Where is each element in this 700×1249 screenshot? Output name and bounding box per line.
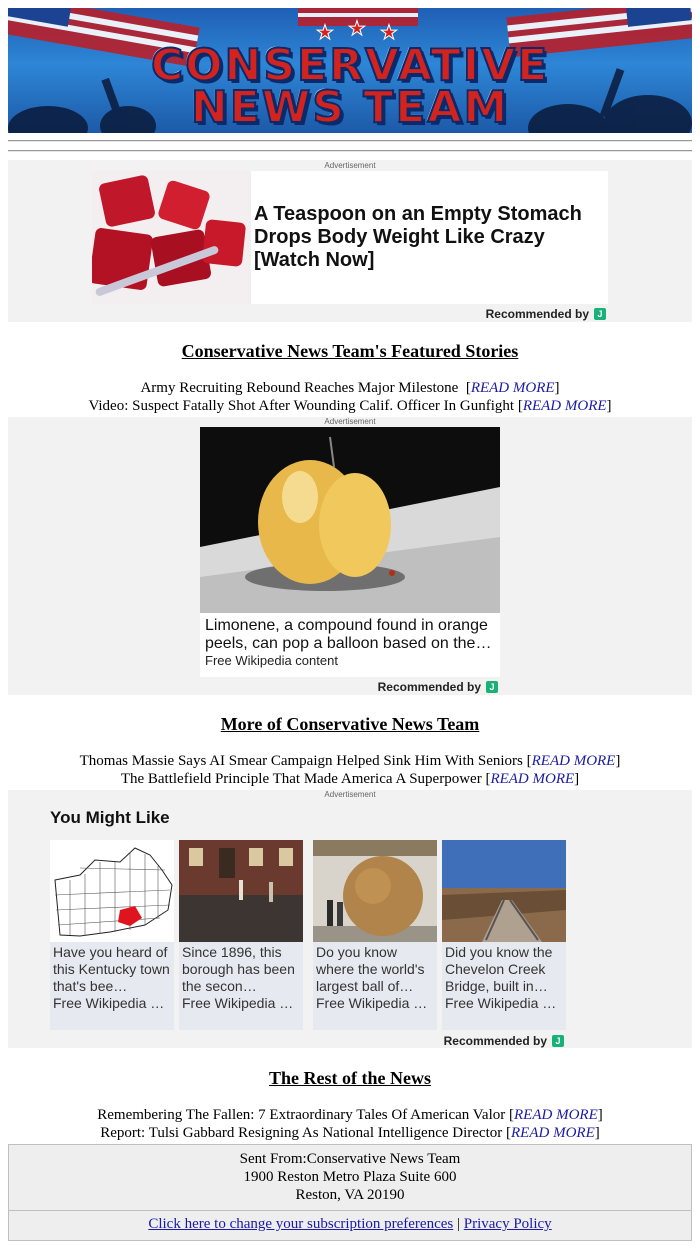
card-source: Free Wikipedia c…: [316, 995, 434, 1011]
story-item: The Battlefield Principle That Made America A Superpower [READ MORE]: [120, 771, 580, 787]
ad-card[interactable]: [92, 171, 608, 304]
story-item: Remembering The Fallen: 7 Extraordinary Tales Of American Valor [READ MORE]: [97, 1107, 603, 1123]
recommendation-card[interactable]: [313, 840, 437, 1030]
ad-source: Free Wikipedia content: [205, 653, 338, 668]
provider-logo-icon: J: [594, 308, 606, 320]
card-text: Did you know the Chevelon Creek Bridge, built in…: [445, 944, 553, 994]
footer-links: [8, 1210, 692, 1241]
card-image-street: [179, 840, 303, 942]
recommendation-card[interactable]: [442, 840, 566, 1030]
recommended-label: Recommended by: [443, 1034, 547, 1048]
ad-block-2: [8, 417, 692, 695]
section-title-more: More of Conservative News Team: [220, 714, 480, 734]
recommended-label: Recommended by: [485, 307, 589, 321]
card-image-bridge: [442, 840, 566, 942]
privacy-policy-link[interactable]: Privacy Policy: [463, 1216, 552, 1232]
recommended-label: Recommended by: [377, 680, 481, 694]
section-title-featured: Conservative News Team's Featured Stories: [181, 341, 519, 361]
banner-title-line2: NEWS TEAM: [190, 82, 510, 133]
star-icon: ★: [380, 22, 398, 44]
sent-from: Sent From:Conservative News Team: [239, 1151, 461, 1167]
card-text: Do you know where the world's largest ball of…: [316, 944, 425, 994]
recommendation-card[interactable]: [179, 840, 303, 1030]
story-item: Video: Suspect Fatally Shot After Wounding Calif. Officer In Gunfight [READ MORE]: [88, 398, 612, 414]
story-item: Report: Tulsi Gabbard Resigning As National Intelligence Director [READ MORE]: [100, 1125, 600, 1141]
read-more-link[interactable]: READ MORE: [470, 380, 555, 396]
card-source: Free Wikipedia c…: [182, 995, 300, 1011]
card-source: Free Wikipedia c…: [445, 995, 563, 1011]
read-more-link[interactable]: READ MORE: [514, 1107, 598, 1123]
recommended-by[interactable]: [486, 307, 606, 321]
provider-logo-icon: J: [486, 681, 498, 693]
address-line-1: 1900 Reston Metro Plaza Suite 600: [243, 1169, 457, 1185]
ad-block-1: [8, 160, 692, 322]
footer-address: [8, 1144, 692, 1211]
ad-label: Advertisement: [324, 790, 376, 799]
provider-logo-icon: J: [552, 1035, 564, 1047]
card-image-twine-ball: [313, 840, 437, 942]
star-icon: ★: [348, 18, 366, 40]
ad-card[interactable]: [200, 427, 500, 677]
ad-headline[interactable]: Limonene, a compound found in orange peels, can pop a balloon based on the…: [205, 617, 492, 652]
read-more-link[interactable]: READ MORE: [490, 771, 575, 787]
story-title: Video: Suspect Fatally Shot After Wounding Calif. Officer In Gunfight: [88, 398, 515, 414]
subscription-preferences-link[interactable]: Click here to change your subscription preferences: [148, 1216, 454, 1232]
card-image-kentucky-map: [50, 840, 174, 942]
story-title: Army Recruiting Rebound Reaches Major Milestone: [140, 380, 459, 396]
story-title: Thomas Massie Says AI Smear Campaign Helped Sink Him With Seniors: [79, 753, 523, 769]
recommended-by[interactable]: [378, 680, 498, 694]
story-item: Army Recruiting Rebound Reaches Major Milestone [READ MORE]: [140, 380, 560, 396]
story-title: Report: Tulsi Gabbard Resigning As National Intelligence Director: [100, 1125, 503, 1141]
recommendation-card[interactable]: [50, 840, 174, 1030]
divider: [8, 140, 692, 142]
ad-headline[interactable]: A Teaspoon on an Empty Stomach Drops Body Weight Like Crazy [Watch Now]: [254, 203, 582, 271]
read-more-link[interactable]: READ MORE: [531, 753, 616, 769]
card-text: Have you heard of this Kentucky town that's bee…: [53, 944, 170, 994]
ad-image-balloon[interactable]: [200, 427, 500, 613]
card-source: Free Wikipedia c…: [53, 995, 171, 1011]
card-text: Since 1896, this borough has been the secon…: [182, 944, 295, 994]
divider: [8, 150, 692, 152]
star-icon: ★: [316, 22, 334, 44]
address-line-2: Reston, VA 20190: [295, 1187, 405, 1203]
ad-label: Advertisement: [324, 161, 376, 170]
banner-title-line1: CONSERVATIVE: [150, 40, 550, 91]
recommended-by[interactable]: [444, 1034, 564, 1048]
story-item: Thomas Massie Says AI Smear Campaign Helped Sink Him With Seniors [READ MORE]: [79, 753, 621, 769]
link-separator: |: [456, 1216, 460, 1232]
you-might-like-heading: You Might Like: [50, 808, 170, 827]
header-banner: [8, 8, 692, 133]
section-title-rest: The Rest of the News: [269, 1068, 431, 1088]
ad-label: Advertisement: [324, 417, 376, 426]
story-title: Remembering The Fallen: 7 Extraordinary Tales Of American Valor: [97, 1107, 506, 1123]
story-title: The Battlefield Principle That Made America A Superpower: [120, 771, 482, 787]
ad-block-3: [8, 790, 692, 1048]
footer-links-row: [9, 1216, 691, 1233]
read-more-link[interactable]: READ MORE: [522, 398, 607, 414]
ad-image-jelly[interactable]: [92, 171, 251, 304]
read-more-link[interactable]: READ MORE: [511, 1125, 595, 1141]
